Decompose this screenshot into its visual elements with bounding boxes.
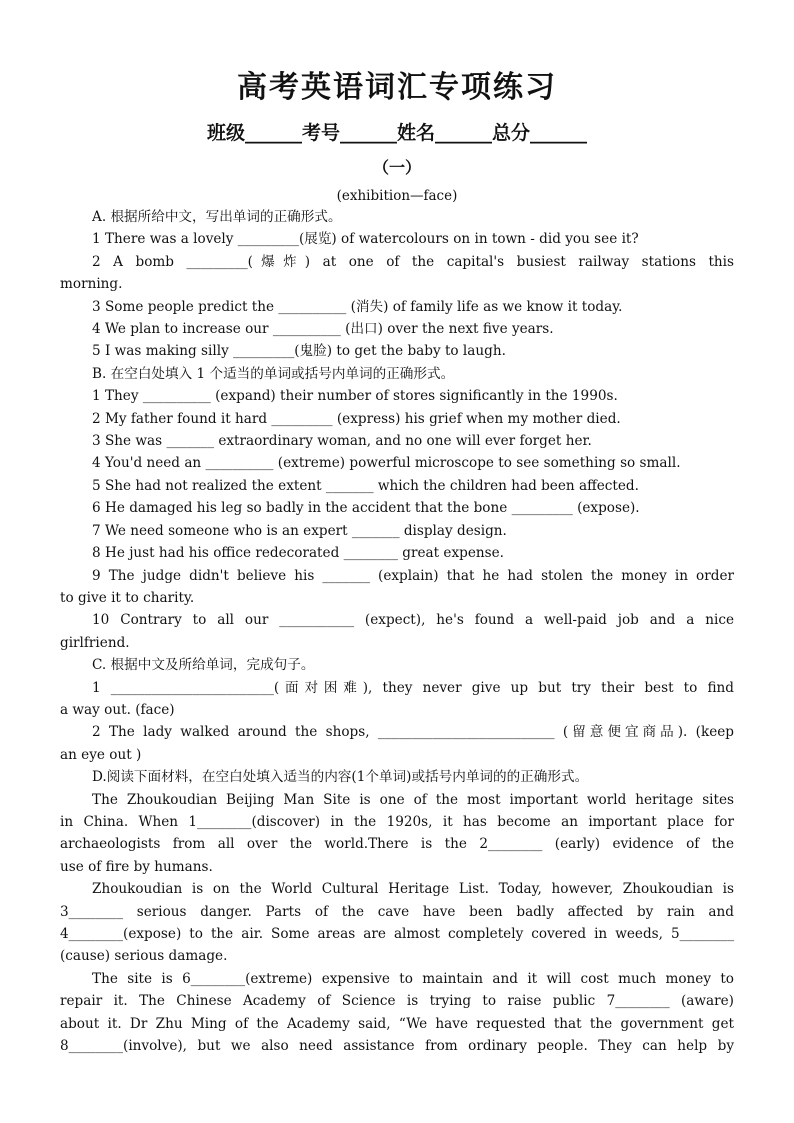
student-info-line: 班级______考号______姓名______总分______ [206,122,587,144]
part-c-item-2: 2 The lady walked around the shops, __________________________ (留意便宜商品). (keep [92,724,734,741]
section-subtitle: (exhibition—face) [336,188,458,204]
passage-line: (cause) serious damage. [60,948,228,965]
part-b-item-9: 9 The judge didn't believe his _______ (explain) that he had stolen the money in order [92,567,734,584]
part-b-item-4: 4 You'd need an __________ (extreme) powerful microscope to see something so small. [92,455,681,472]
part-a-item-5: 5 I was making silly _________(鬼脸) to get the baby to laugh. [92,343,506,360]
passage-line: repair it. The Chinese Academy of Science is trying to raise public 7________ (aware) [60,993,734,1010]
exercise-body [60,206,734,1057]
part-c-heading: C. 根据中文及所给单词，完成句子。 [92,657,315,674]
part-a-heading: A. 根据所给中文，写出单词的正确形式。 [92,209,342,225]
part-b-item-10: 10 Contrary to all our ___________ (expect), he's found a well-paid job and a nice [92,612,734,629]
section-number: （一） [372,158,421,177]
passage-line: The Zhoukoudian Beijing Man Site is one of the most important world heritage sites [92,791,734,808]
passage-line: archaeologists from all over the world.There is the 2________ (early) evidence of the [60,836,734,853]
part-b-heading: B. 在空白处填入 1 个适当的单词或括号内单词的正确形式。 [92,365,455,382]
part-a-item-1: 1 There was a lovely _________(展览) of watercolours on in town - did you see it? [92,231,639,248]
part-d-heading: D.阅读下面材料，在空白处填入适当的内容(1个单词)或括号内单词的的正确形式。 [92,769,589,786]
part-b-item-9-cont: to give it to charity. [60,589,195,606]
part-c-item-2-cont: an eye out ) [60,746,142,763]
part-b-item-8: 8 He just had his office redecorated ________ great expense. [92,545,504,562]
passage-line: 3________ serious danger. Parts of the cave have been badly affected by rain and [60,903,734,920]
passage-line: about it. Dr Zhu Ming of the Academy said, “We have requested that the government get [60,1015,734,1032]
part-a-item-4: 4 We plan to increase our __________ (出口) over the next five years. [92,321,554,338]
part-b-item-10-cont: girlfriend. [60,634,130,651]
passage-line: 4________(expose) to the air. Some areas are almost completely covered in weeds, 5________ [60,926,734,942]
part-c-item-1: 1 ________________________(面对困难), they never give up but try their best to find [92,679,734,696]
passage-line: in China. When 1________(discover) in the 1920s, it has become an important place for [60,813,734,830]
part-b-item-7: 7 We need someone who is an expert _______ display design. [92,522,507,539]
part-b-item-1: 1 They __________ (expand) their number of stores significantly in the 1990s. [92,388,618,405]
part-a-item-2: 2 A bomb _________(爆炸) at one of the capital's busiest railway stations this [92,253,734,270]
part-b-item-6: 6 He damaged his leg so badly in the accident that the bone _________ (expose). [92,500,640,517]
passage-line: 8________(involve), but we also need assistance from ordinary people. They can help by [60,1038,734,1055]
passage-line: use of fire by humans. [60,858,213,875]
passage-line: The site is 6________(extreme) expensive to maintain and it will cost much money to [92,970,734,987]
part-b-item-5: 5 She had not realized the extent _______ which the children had been affected. [92,477,639,494]
part-b-item-2: 2 My father found it hard _________ (express) his grief when my mother died. [92,410,621,427]
passage-line: Zhoukoudian is on the World Cultural Heritage List. Today, however, Zhoukoudian is [92,881,734,898]
page-title: 高考英语词汇专项练习 [237,70,557,105]
part-a-item-3: 3 Some people predict the __________ (消失) of family life as we know it today. [92,298,623,315]
part-c-item-1-cont: a way out. (face) [60,701,175,718]
part-a-item-2-cont: morning. [60,276,123,293]
part-b-item-3: 3 She was _______ extraordinary woman, and no one will ever forget her. [92,433,592,450]
